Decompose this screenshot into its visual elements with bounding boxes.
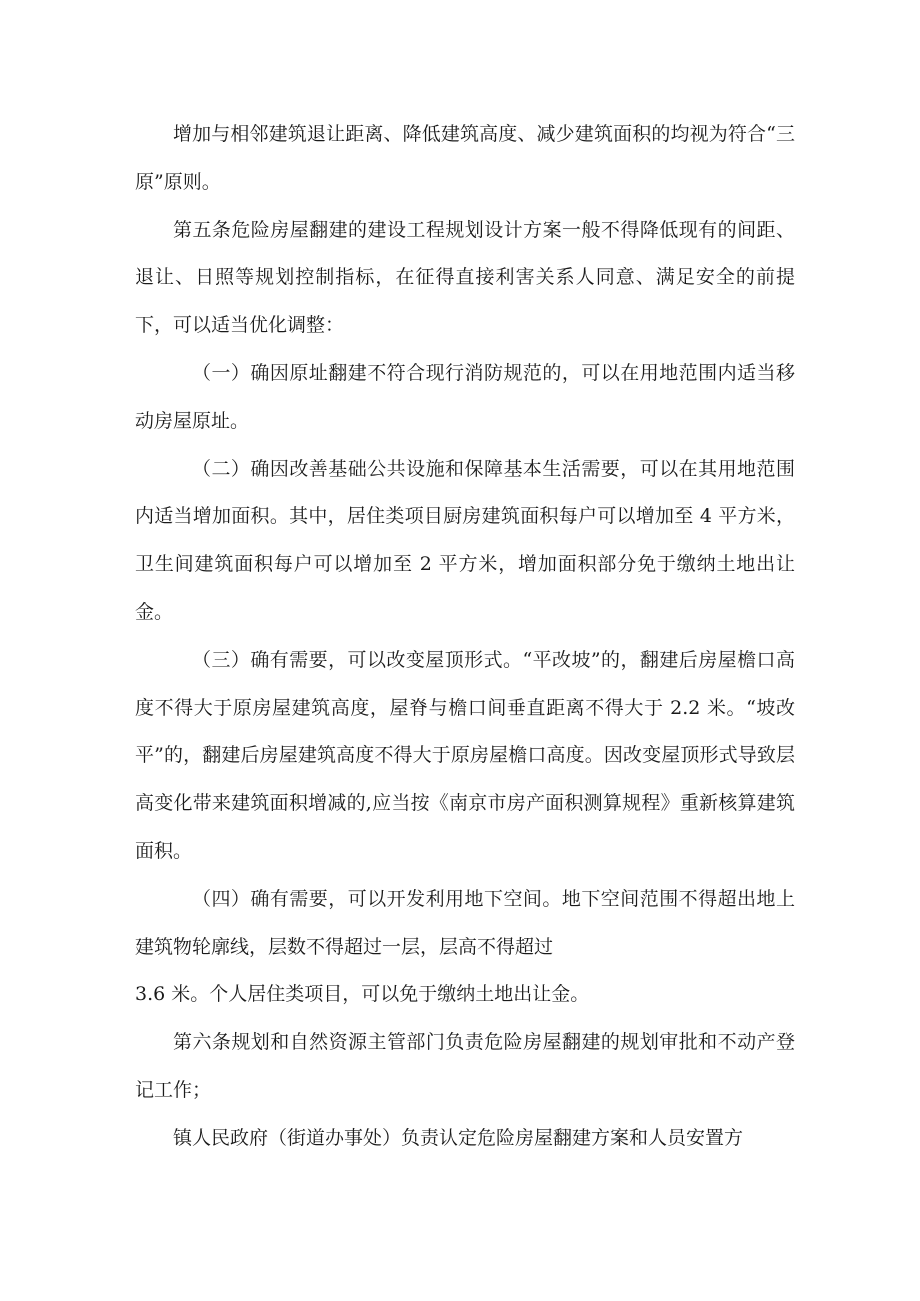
document-body <box>135 111 795 1163</box>
paragraph-item-2: （二）确因改善基础公共设施和保障基本生活需要，可以在其用地范围内适当增加面积。其中，居住类项目厨房建筑面积每户可以增加至 4 平方米，卫生间建筑面积每户可以增加至 2 平方米，增加面积部分免于缴纳土地出让金。 <box>135 457 795 623</box>
paragraph-item-4: （四）确有需要，可以开发利用地下空间。地下空间范围不得超出地上建筑物轮廓线，层数不得超过一层，层高不得超过 <box>135 887 795 958</box>
paragraph-article-6: 第六条规划和自然资源主管部门负责危险房屋翻建的规划审批和不动产登记工作； <box>135 1031 795 1101</box>
paragraph-town-government: 镇人民政府（街道办事处）负责认定危险房屋翻建方案和人员安置方 <box>173 1126 744 1149</box>
paragraph-item-1: （一）确因原址翻建不符合现行消防规范的，可以在用地范围内适当移动房屋原址。 <box>135 361 795 432</box>
paragraph-article-5: 第五条危险房屋翻建的建设工程规划设计方案一般不得降低现有的间距、退让、日照等规划控制指标，在征得直接利害关系人同意、满足安全的前提下，可以适当优化调整： <box>135 218 795 337</box>
paragraph-p1: 增加与相邻建筑退让距离、降低建筑高度、减少建筑面积的均视为符合“三原”原则。 <box>135 123 795 193</box>
paragraph-item-4-continued: 3.6 米。个人居住类项目，可以免于缴纳土地出让金。 <box>135 983 590 1006</box>
paragraph-item-3: （三）确有需要，可以改变屋顶形式。“平改坡”的，翻建后房屋檐口高度不得大于原房屋建筑高度，屋脊与檐口间垂直距离不得大于 2.2 米。“坡改平”的，翻建后房屋建筑高度不得大于原房屋檐口高度。因改变屋顶形式导致层高变化带来建筑面积增减的,应当按《南京市房产面积测算规程》重新核算建筑面积。 <box>135 648 795 862</box>
